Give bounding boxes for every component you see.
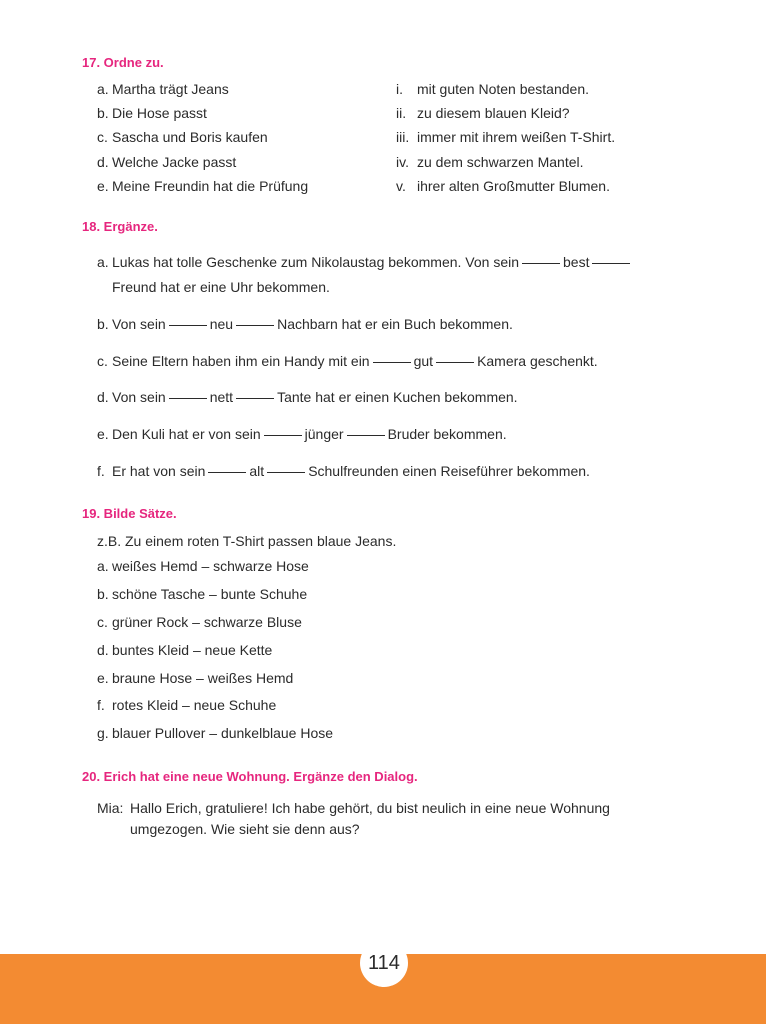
match-right-item: i. mit guten Noten bestanden.	[396, 81, 590, 97]
fill-in-item: d. Von sein nett Tante hat er einen Kuchen bekommen.	[97, 389, 518, 405]
exercise-20-heading: 20. Erich hat eine neue Wohnung. Ergänze den Dialog.	[82, 769, 418, 784]
match-right-item: iii. immer mit ihrem weißen T-Shirt.	[396, 129, 616, 145]
fill-in-item: b. Von sein neu Nachbarn hat er ein Buch bekommen.	[97, 316, 513, 332]
answer-blank[interactable]	[592, 263, 630, 264]
fill-in-item: e. Den Kuli hat er von sein jünger Bruder bekommen.	[97, 426, 507, 442]
answer-blank[interactable]	[169, 325, 207, 326]
answer-blank[interactable]	[267, 472, 305, 473]
exercise-18-heading: 18. Ergänze.	[82, 219, 158, 234]
sentence-prompt: g. blauer Pullover – dunkelblaue Hose	[97, 725, 334, 741]
fill-in-item: c. Seine Eltern haben ihm ein Handy mit ein gut Kamera geschenkt.	[97, 353, 598, 369]
answer-blank[interactable]	[522, 263, 560, 264]
fill-in-item: a. Lukas hat tolle Geschenke zum Nikolaustag bekommen. Von sein best	[97, 254, 633, 270]
match-right-item: v. ihrer alten Großmutter Blumen.	[396, 178, 610, 194]
dialog-speaker: Mia:	[97, 800, 124, 816]
match-left-item: e. Meine Freundin hat die Prüfung	[97, 178, 309, 194]
match-right-item: iv. zu dem schwarzen Mantel.	[396, 154, 584, 170]
match-right-item: ii. zu diesem blauen Kleid?	[396, 105, 570, 121]
sentence-prompt: a. weißes Hemd – schwarze Hose	[97, 558, 309, 574]
match-left-item: b. Die Hose passt	[97, 105, 207, 121]
answer-blank[interactable]	[373, 362, 411, 363]
answer-blank[interactable]	[169, 398, 207, 399]
match-left-item: d. Welche Jacke passt	[97, 154, 237, 170]
answer-blank[interactable]	[264, 435, 302, 436]
answer-blank[interactable]	[208, 472, 246, 473]
fill-in-item-continuation: Freund hat er eine Uhr bekommen.	[112, 279, 330, 295]
match-left-item: c. Sascha und Boris kaufen	[97, 129, 268, 145]
match-left-item: a. Martha trägt Jeans	[97, 81, 229, 97]
exercise-17-heading: 17. Ordne zu.	[82, 55, 164, 70]
dialog-line: Hallo Erich, gratuliere! Ich habe gehört, du bist neulich in eine neue Wohnung	[130, 800, 610, 816]
answer-blank[interactable]	[236, 398, 274, 399]
dialog-line: umgezogen. Wie sieht sie denn aus?	[130, 821, 360, 837]
page-number: 114	[368, 952, 400, 974]
sentence-prompt: e. braune Hose – weißes Hemd	[97, 670, 294, 686]
sentence-prompt: d. buntes Kleid – neue Kette	[97, 642, 273, 658]
exercise-19-heading: 19. Bilde Sätze.	[82, 506, 177, 521]
answer-blank[interactable]	[236, 325, 274, 326]
sentence-prompt: b. schöne Tasche – bunte Schuhe	[97, 586, 308, 602]
example-sentence: z.B. Zu einem roten T-Shirt passen blaue Jeans.	[97, 533, 397, 549]
answer-blank[interactable]	[347, 435, 385, 436]
answer-blank[interactable]	[436, 362, 474, 363]
sentence-prompt: c. grüner Rock – schwarze Bluse	[97, 614, 302, 630]
fill-in-item: f. Er hat von sein alt Schulfreunden einen Reiseführer bekommen.	[97, 463, 590, 479]
sentence-prompt: f. rotes Kleid – neue Schuhe	[97, 697, 277, 713]
